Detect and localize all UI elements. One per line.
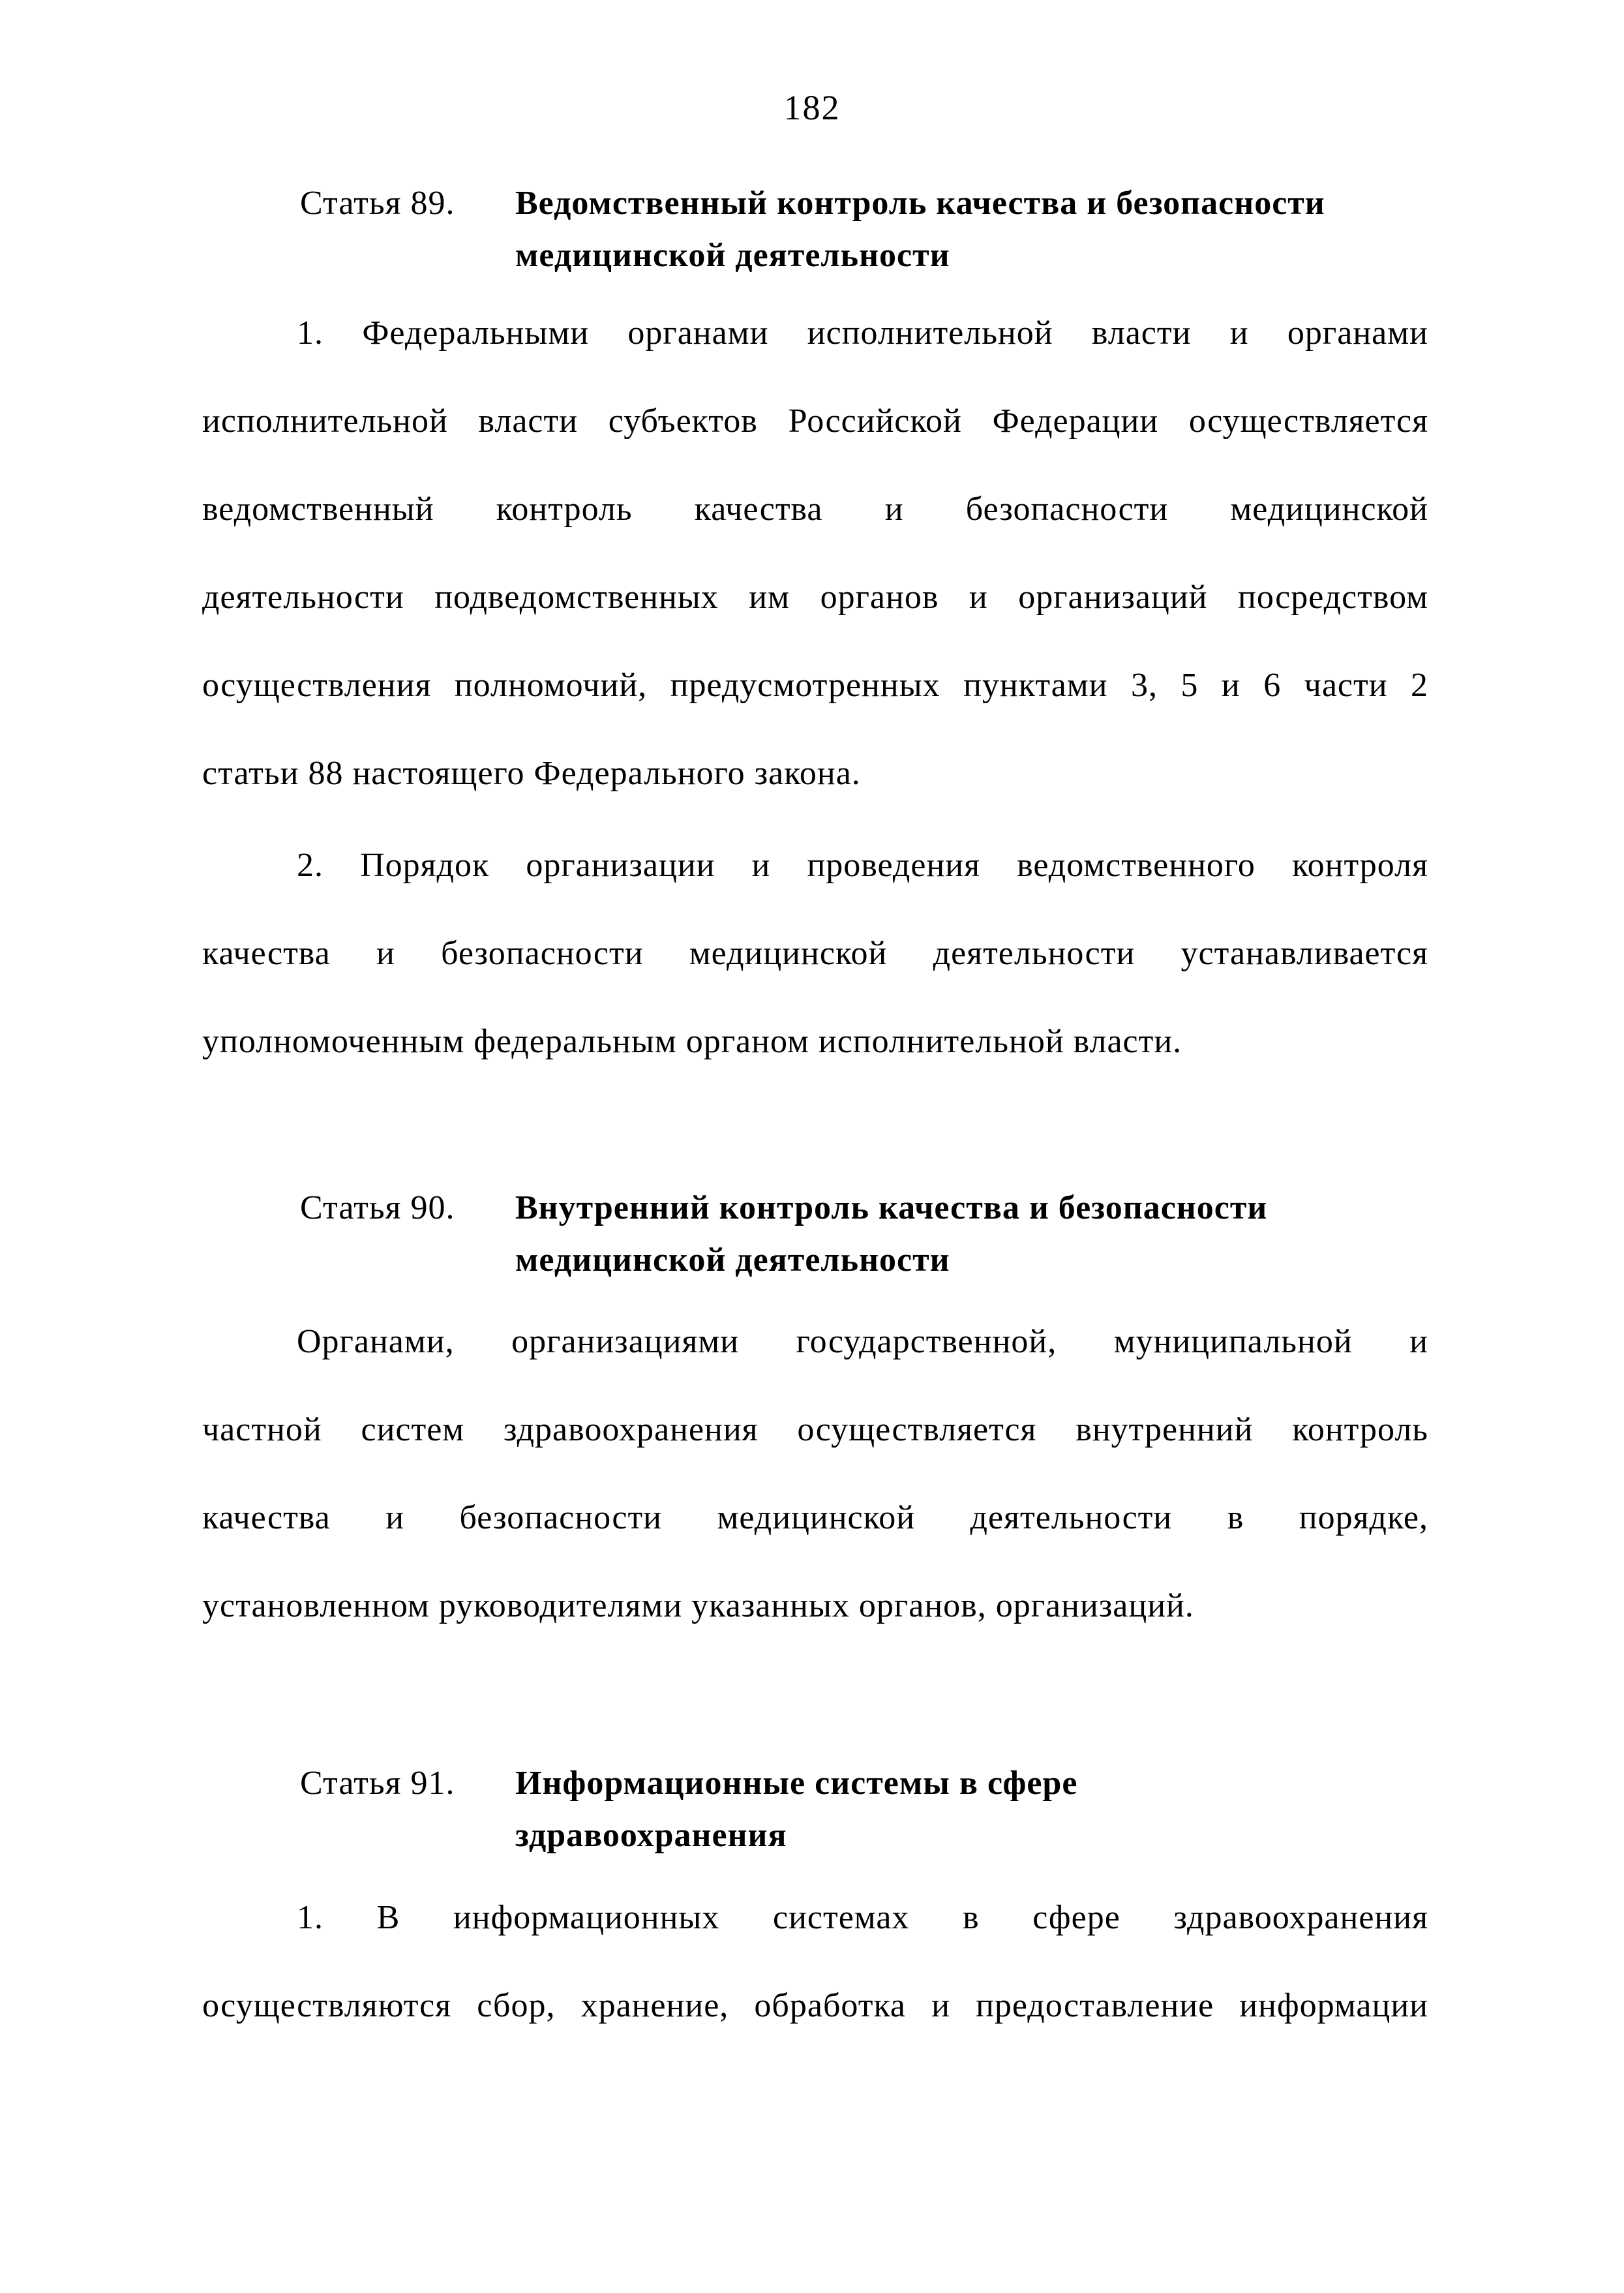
text-line: деятельности подведомственных им органов и организаций посредством: [202, 579, 1428, 616]
article-89-paragraph-1: [202, 289, 1428, 817]
article-91-paragraph-1: [202, 1874, 1428, 2050]
text-line: осуществления полномочий, предусмотренных пунктами 3, 5 и 6 части 2: [202, 667, 1428, 704]
page-number: 182: [783, 88, 841, 127]
article-90-title: [515, 1182, 1474, 1286]
article-91-title: [515, 1757, 1474, 1862]
article-title-line: медицинской деятельности: [515, 1241, 950, 1279]
text-line: качества и безопасности медицинской деятельности устанавливается: [202, 935, 1428, 972]
text-line: уполномоченным федеральным органом исполнительной власти.: [202, 1023, 1182, 1060]
article-89-title: [515, 177, 1474, 282]
text-line: установленном руководителями указанных органов, организаций.: [202, 1587, 1194, 1624]
article-title-line: Ведомственный контроль качества и безопасности: [515, 185, 1325, 222]
text-line: Органами, организациями государственной, муниципальной и: [297, 1323, 1428, 1360]
text-line: исполнительной власти субъектов Российской Федерации осуществляется: [202, 402, 1428, 440]
text-line: осуществляются сбор, хранение, обработка и предоставление информации: [202, 1987, 1428, 2024]
text-line: частной систем здравоохранения осуществляется внутренний контроль: [202, 1411, 1428, 1448]
article-90-paragraph-1: [202, 1298, 1428, 1650]
article-89-heading: [300, 177, 1474, 282]
text-line: качества и безопасности медицинской деятельности в порядке,: [202, 1499, 1428, 1536]
article-title-line: здравоохранения: [515, 1817, 787, 1854]
article-title-line: Информационные системы в сфере: [515, 1765, 1078, 1802]
article-90-heading: [300, 1182, 1474, 1286]
text-line: статьи 88 настоящего Федерального закона.: [202, 755, 861, 792]
article-90-label: Статья 90.: [300, 1189, 455, 1226]
article-title-line: Внутренний контроль качества и безопасности: [515, 1189, 1268, 1226]
text-line: 1. Федеральными органами исполнительной власти и органами: [297, 314, 1428, 352]
article-title-line: медицинской деятельности: [515, 237, 950, 274]
text-line: 1. В информационных системах в сфере здравоохранения: [297, 1899, 1428, 1936]
article-91-label: Статья 91.: [300, 1765, 455, 1802]
article-91-heading: [300, 1757, 1474, 1862]
text-line: 2. Порядок организации и проведения ведомственного контроля: [297, 847, 1428, 884]
text-line: ведомственный контроль качества и безопасности медицинской: [202, 491, 1428, 528]
article-89-label: Статья 89.: [300, 185, 455, 222]
article-89-paragraph-2: [202, 821, 1428, 1086]
